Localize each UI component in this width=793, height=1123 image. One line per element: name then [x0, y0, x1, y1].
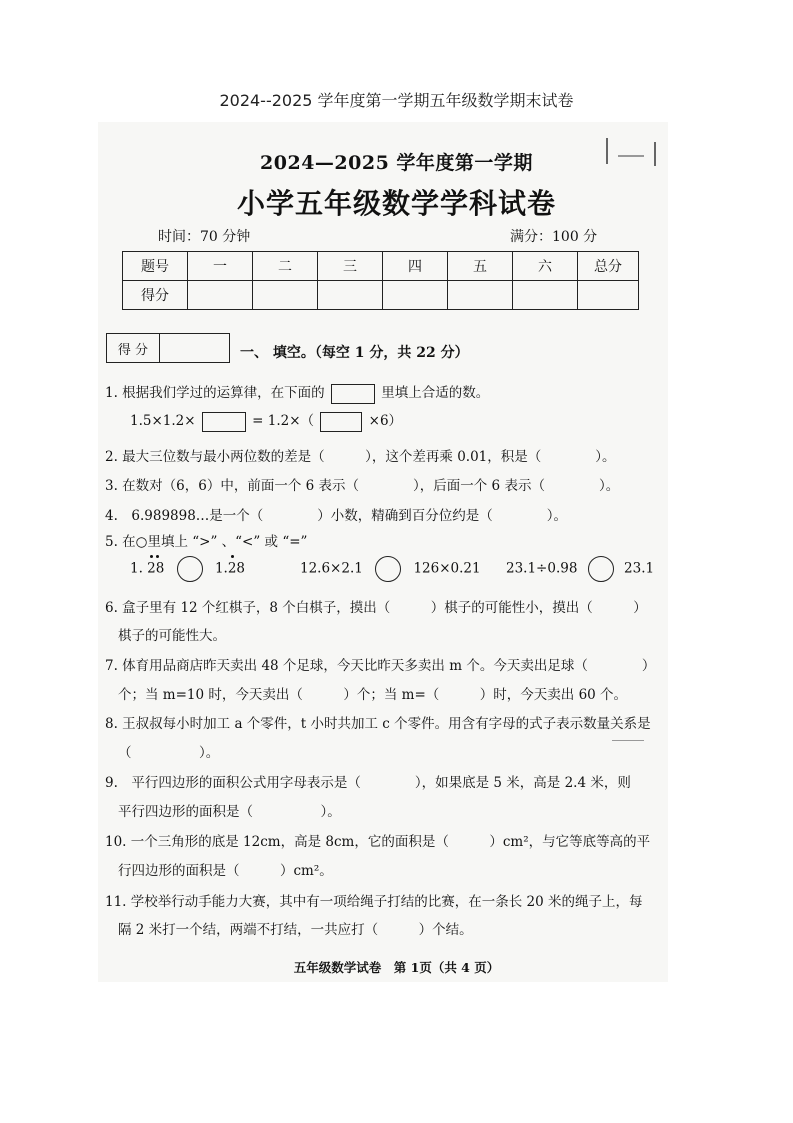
question-11-cont: 隔 2 米打一个结，两端不打结，一共应打（ ）个结。: [118, 922, 473, 938]
score-input-cell[interactable]: [578, 281, 639, 310]
question-text: = 1.2×（: [252, 413, 315, 429]
blank-box: [331, 384, 375, 404]
comparison-left: 12.6×2.1: [300, 560, 363, 577]
question-2: 2. 最大三位数与最小两位数的差是（ ），这个差再乘 0.01，积是（ ）。: [105, 449, 616, 465]
compare-circle[interactable]: [588, 556, 614, 582]
comparison-a: [130, 556, 245, 582]
score-table-cell: 一: [188, 252, 253, 281]
score-table-score-row: [123, 281, 639, 310]
score-table: [122, 251, 639, 310]
comparison-c: [506, 556, 654, 582]
question-3: 3. 在数对（6，6）中，前面一个 6 表示（ ），后面一个 6 表示（ ）。: [105, 478, 620, 494]
score-input-cell[interactable]: [318, 281, 383, 310]
score-input-cell[interactable]: [513, 281, 578, 310]
score-table-cell: 总分: [578, 252, 639, 281]
question-1-expression: [130, 409, 402, 432]
comparison-right: 126×0.21: [413, 560, 481, 577]
repeating-dot: [150, 555, 153, 558]
question-text: 1.5×1.2×: [130, 413, 196, 429]
question-7-cont: 个；当 m=10 时，今天卖出（ ）个；当 m=（ ）时，今天卖出 60 个。: [118, 687, 628, 703]
score-input-cell[interactable]: [188, 281, 253, 310]
score-table-cell: 五: [448, 252, 513, 281]
exam-title-line1: 2024—2025 学年度第一学期: [260, 152, 533, 174]
score-table-cell: 二: [253, 252, 318, 281]
comparison-left: 23.1÷0.98: [506, 560, 578, 577]
question-5: 5. 在○里填上 “>” 、“<” 或 “=”: [105, 534, 308, 550]
page-footer: 五年级数学试卷 第 1页（共 4 页）: [293, 960, 500, 975]
compare-circle[interactable]: [177, 556, 203, 582]
question-11: 11. 学校举行动手能力大赛，其中有一项给绳子打结的比赛，在一条长 20 米的绳子上，每: [105, 894, 643, 910]
question-6: 6. 盒子里有 12 个红棋子，8 个白棋子，摸出（ ）棋子的可能性小，摸出（ ）: [105, 600, 647, 616]
document-header: 2024--2025 学年度第一学期五年级数学期末试卷: [219, 91, 574, 110]
score-table-cell: 六: [513, 252, 578, 281]
question-9-cont: 平行四边形的面积是（ ）。: [118, 804, 341, 820]
question-4: 4. 6.989898…是一个（ ）小数，精确到百分位约是（ ）。: [105, 508, 568, 524]
comparison-right: 1.28: [214, 560, 246, 577]
repeating-dot: [231, 555, 234, 558]
question-10-cont: 行四边形的面积是（ ）cm²。: [118, 863, 333, 879]
comparison-right: 23.1: [624, 560, 655, 577]
score-table-cell: 四: [383, 252, 448, 281]
repeating-dot: [156, 555, 159, 558]
section-score-input[interactable]: [160, 334, 229, 362]
question-10: 10. 一个三角形的底是 12cm，高是 8cm，它的面积是（ ）cm²，与它等底等高的平: [105, 834, 651, 850]
section-score-label: 得 分: [107, 334, 160, 362]
exam-title: 小学五年级数学学科试卷: [236, 187, 556, 220]
score-table-cell: 题号: [123, 252, 188, 281]
comparison-b: [300, 556, 481, 582]
exam-full-score: 满分：100 分: [510, 229, 598, 245]
answer-box[interactable]: [202, 412, 246, 432]
question-9: 9. 平行四边形的面积公式用字母表示是（ ），如果底是 5 米，高是 2.4 米，则: [105, 775, 631, 791]
question-text: ×6）: [368, 413, 403, 429]
question-7: 7. 体育用品商店昨天卖出 48 个足球，今天比昨天多卖出 m 个。今天卖出足球（ ）: [105, 658, 656, 674]
question-text: 里填上合适的数。: [381, 385, 490, 401]
score-input-cell[interactable]: [383, 281, 448, 310]
score-table-cell: 三: [318, 252, 383, 281]
score-input-cell[interactable]: [253, 281, 318, 310]
exam-time: 时间：70 分钟: [158, 229, 251, 245]
question-6-cont: 棋子的可能性大。: [118, 628, 226, 644]
section-title: 一、 填空。（每空 1 分，共 22 分）: [240, 345, 469, 361]
question-8-cont: （ ）。: [118, 745, 220, 761]
score-input-cell[interactable]: [448, 281, 513, 310]
compare-circle[interactable]: [375, 556, 401, 582]
comparison-left: 1. 28: [130, 560, 165, 577]
question-8: 8. 王叔叔每小时加工 a 个零件，t 小时共加工 c 个零件。用含有字母的式子表示数量关系是: [105, 716, 651, 732]
question-1: [105, 381, 489, 404]
question-text: 1. 根据我们学过的运算律，在下面的: [105, 385, 325, 401]
scan-mark: [612, 740, 644, 741]
score-table-cell: 得分: [123, 281, 188, 310]
answer-box[interactable]: [320, 412, 362, 432]
score-table-header-row: [123, 252, 639, 281]
section-score-box: [106, 333, 230, 363]
